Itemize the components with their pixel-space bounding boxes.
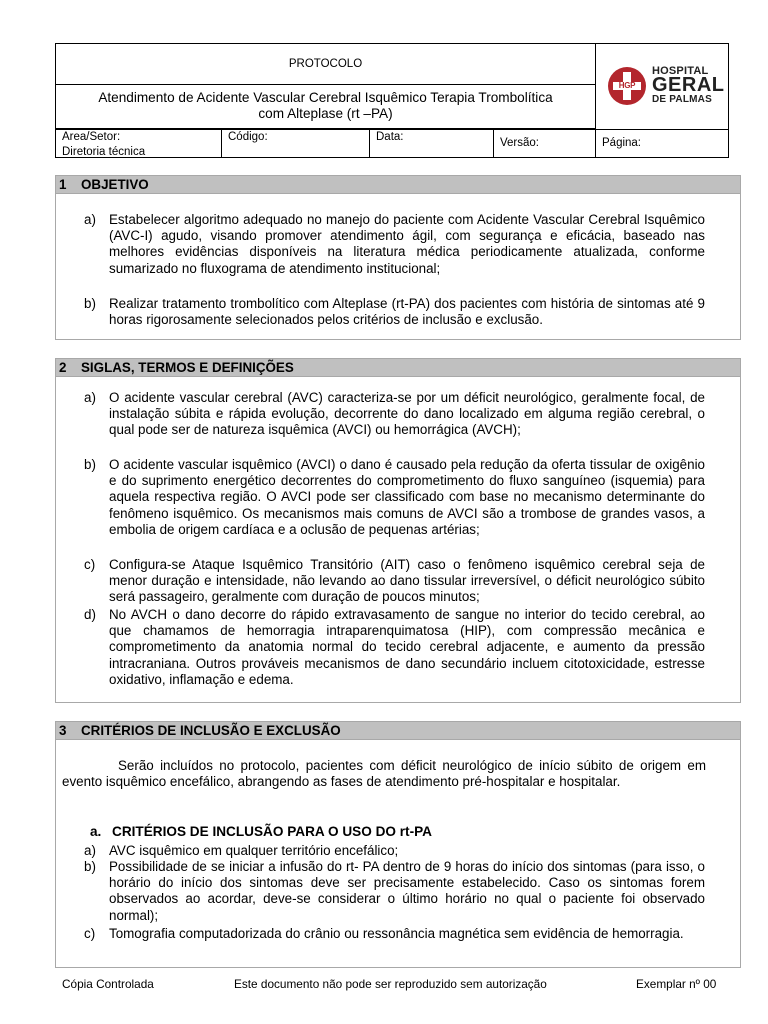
s2-item-b-text: O acidente vascular isquêmico (AVCI) o dano é causado pela redução da oferta tissular de oxigênio e do suprimento energético decorrentes do comprometimento do fluxo sanguíneo (isquemia) para aquela respectiva região. O AVCI pode ser classificado com base no mecanismo determinante do fenômeno isquêmico. Os mecanismos mais comuns de AVCI são a trombose de grandes vasos, a embolia de origem cardíaca e a oclusão de pequenas artérias; <box>109 457 705 537</box>
s3-subhead <box>90 824 432 839</box>
s2-item-c <box>85 557 705 606</box>
pagina-label: Página: <box>602 137 642 149</box>
s1-item-b-text: Realizar tratamento trombolítico com Alteplase (rt-PA) dos pacientes com história de sintomas até 9 horas rigorosamente selecionados pelos critérios de inclusão e exclusão. <box>109 296 705 328</box>
s2-item-a-marker: a) <box>84 390 96 405</box>
footer-left: Cópia Controlada <box>62 977 154 991</box>
logo-badge-text: HGP <box>618 80 636 90</box>
data-label: Data: <box>376 131 404 143</box>
s3-intro: Serão incluídos no protocolo, pacientes com déficit neurológico de início súbito de origem em evento isquêmico encefálico, abrangendo as fases de atendimento pré-hospitalar e hospitalar. <box>62 758 706 790</box>
s1-item-b-marker: b) <box>84 296 96 311</box>
s1-item-a-text: Estabelecer algoritmo adequado no manejo do paciente com Acidente Vascular Cerebral Isquêmico (AVC-I) agudo, visando promover atendimento ágil, com segurança e eficácia, baseado nas melhores evidências disponíveis na literatura médica periodicamente atualizada, conforme sumarizado no fluxograma de atendimento institucional; <box>109 212 705 276</box>
data-cell <box>369 130 493 157</box>
logo-line3: DE PALMAS <box>652 94 712 105</box>
footer-right: Exemplar nº 00 <box>636 977 717 991</box>
logo-line1: HOSPITAL <box>652 65 709 77</box>
s2-item-c-marker: c) <box>84 557 96 572</box>
s2-item-d <box>85 607 705 688</box>
s2-item-a-text: O acidente vascular cerebral (AVC) caracteriza-se por um déficit neurológico, geralmente focal, de instalação súbita e rápida evolução, decorrente do dano localizado em alguma região cerebral, o qual pode ser de natureza isquêmica (AVCI) ou hemorrágica (AVCH); <box>109 390 705 438</box>
document-header <box>55 43 729 158</box>
s3-item-b-text: Possibilidade de se iniciar a infusão do rt- PA dentro de 9 horas do início dos sintomas (para isso, o horário do início dos sintomas deve ser precisamente estabelecido. Caso os sintomas forem observados ao acordar, deve-se considerar o último horário no qual o paciente foi observado normal); <box>109 859 705 923</box>
logo-wordmark <box>652 66 725 105</box>
s2-item-c-text: Configura-se Ataque Isquêmico Transitório (AIT) caso o fenômeno isquêmico cerebral seja de menor duração e intensidade, não levando ao dano tissular irreversível, o déficit neurológico súbito será passageiro, geralmente com duração de poucos minutos; <box>109 557 705 605</box>
s3-item-a-marker: a) <box>84 843 96 858</box>
hospital-logo <box>595 44 728 129</box>
section-2-header <box>55 358 741 377</box>
section-3-number: 3 <box>59 723 67 738</box>
s2-item-a <box>85 390 705 439</box>
s1-item-a-marker: a) <box>84 212 96 227</box>
s3-item-c <box>85 926 705 942</box>
meta-row <box>56 129 728 157</box>
s3-item-a <box>85 843 705 859</box>
s1-item-a <box>85 212 705 277</box>
footer-center: Este documento não pode ser reproduzido sem autorização <box>234 977 547 991</box>
document-title <box>56 85 595 129</box>
document-title-line2: com Alteplase (rt –PA) <box>258 106 393 121</box>
codigo-cell <box>221 130 369 157</box>
s3-item-c-marker: c) <box>84 926 96 941</box>
s2-item-b-marker: b) <box>84 457 96 472</box>
area-cell <box>56 130 221 157</box>
versao-cell <box>493 130 595 157</box>
s3-item-c-text: Tomografia computadorizada do crânio ou ressonância magnética sem evidência de hemorragia. <box>109 926 684 941</box>
s2-item-d-text: No AVCH o dano decorre do rápido extravasamento de sangue no interior do tecido cerebral, ao que chamamos de hemorragia intraparenquimatosa (HIP), com compressão mecânica e comprometimento da anatomia normal do tecido cerebral adjacente, e aumento da pressão intracraniana. Outros prováveis mecanismos de dano secundário incluem citotoxicidade, estresse oxidativo, inflamação e edema. <box>109 607 705 687</box>
area-value: Diretoria técnica <box>62 145 146 158</box>
hospital-cross-icon <box>608 67 646 105</box>
section-2-number: 2 <box>59 360 67 375</box>
codigo-label: Código: <box>228 131 268 143</box>
s1-item-b <box>85 296 705 328</box>
area-label: Area/Setor: <box>62 131 121 143</box>
logo-line2: GERAL <box>652 74 725 96</box>
section-1-number: 1 <box>59 177 67 192</box>
s2-item-d-marker: d) <box>84 607 96 622</box>
section-1-header <box>55 175 741 194</box>
versao-label: Versão: <box>500 137 539 149</box>
protocol-label: PROTOCOLO <box>56 44 595 85</box>
document-title-line1: Atendimento de Acidente Vascular Cerebral Isquêmico Terapia Trombolítica <box>98 90 553 105</box>
s3-subhead-text: CRITÉRIOS DE INCLUSÃO PARA O USO DO rt-PA <box>112 824 432 839</box>
section-3-title: CRITÉRIOS DE INCLUSÃO E EXCLUSÃO <box>81 723 341 738</box>
s3-item-b <box>85 859 705 924</box>
s3-item-a-text: AVC isquêmico em qualquer território encefálico; <box>109 843 399 858</box>
s2-item-b <box>85 457 705 538</box>
pagina-cell <box>595 130 728 157</box>
section-3-header <box>55 721 741 740</box>
section-2-title: SIGLAS, TERMOS E DEFINIÇÕES <box>81 360 294 375</box>
section-1-title: OBJETIVO <box>81 177 149 192</box>
s3-subhead-marker: a. <box>90 824 102 839</box>
s3-item-b-marker: b) <box>84 859 96 874</box>
